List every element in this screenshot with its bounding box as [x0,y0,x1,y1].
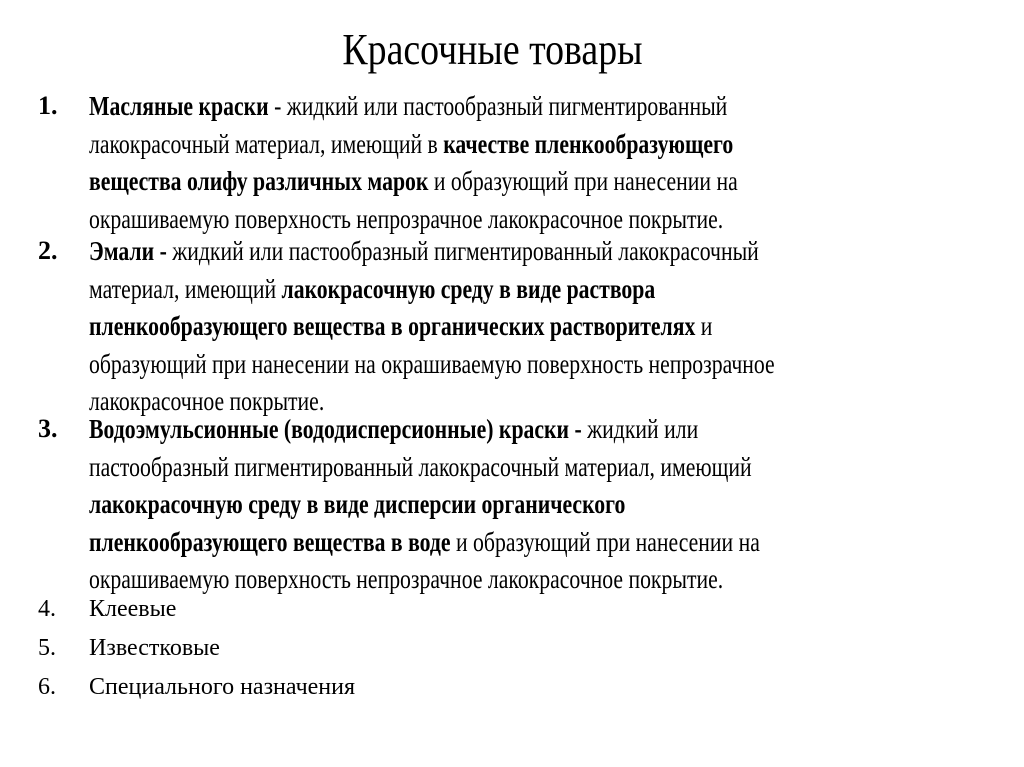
slide-title [0,22,1024,78]
bold-term: пленкообразующего вещества в органических растворителях [89,310,696,341]
definition-text: и образующий при нанесении на [428,165,738,196]
bold-term: Эмали - [89,235,167,266]
bold-term: Масляные краски [89,90,269,121]
list-item-line [89,270,655,308]
list-item-line [89,232,759,270]
list-item-line [89,87,727,125]
definition-text: жидкий или [581,413,699,444]
bold-term: вещества олифу различных марок [89,165,429,196]
list-item-number: 2. [38,236,58,265]
list-item-number: 4. [38,596,56,622]
list-item-line [89,523,760,561]
definition-text: пастообразный пигментированный лакокрасочный материал, имеющий [89,450,752,482]
list-item-number: 1. [38,91,58,120]
definition-text: образующий при нанесении на окрашиваемую поверхность непрозрачное [89,347,775,379]
list-item-number: 6. [38,674,56,700]
list-item-label: Клеевые [89,596,177,622]
bold-term: лакокрасочную среду в виде дисперсии органического [89,488,626,519]
definition-text: и образующий при нанесении на [450,525,760,557]
list-item-line [89,448,752,486]
bold-term: Водоэмульсионные (вододисперсионные) краски - [89,413,582,444]
definition-text: и [695,310,713,341]
list-item-number: 3. [38,414,58,443]
list-item-line [89,410,698,448]
definition-text: - жидкий или пастообразный пигментированный [268,90,728,121]
definition-text: окрашиваемую поверхность непрозрачное лакокрасочное покрытие. [89,202,724,234]
definition-text: материал, имеющий [89,272,282,304]
definition-text: лакокрасочное покрытие. [89,385,325,416]
bold-term: качестве пленкообразующего [443,127,734,159]
definition-text: жидкий или пастообразный пигментированный лакокрасочный [166,235,759,266]
bold-term: пленкообразующего вещества в воде [89,525,451,557]
list-item-line [89,560,723,598]
list-item-line [89,345,775,383]
definition-text: окрашиваемую поверхность непрозрачное лакокрасочное покрытие. [89,563,724,594]
list-item-label: Известковые [89,635,220,661]
list-item-label: Специального назначения [89,674,356,700]
list-item-line [89,485,625,523]
list-item-line [89,307,712,345]
bold-term: лакокрасочную среду в виде раствора [281,272,656,304]
list-item-number: 5. [38,635,56,661]
list-item-line [89,125,733,163]
definition-text: лакокрасочный материал, имеющий в [89,127,444,159]
list-item-line [89,162,738,200]
slide-title-text: Красочные товары [341,25,643,74]
